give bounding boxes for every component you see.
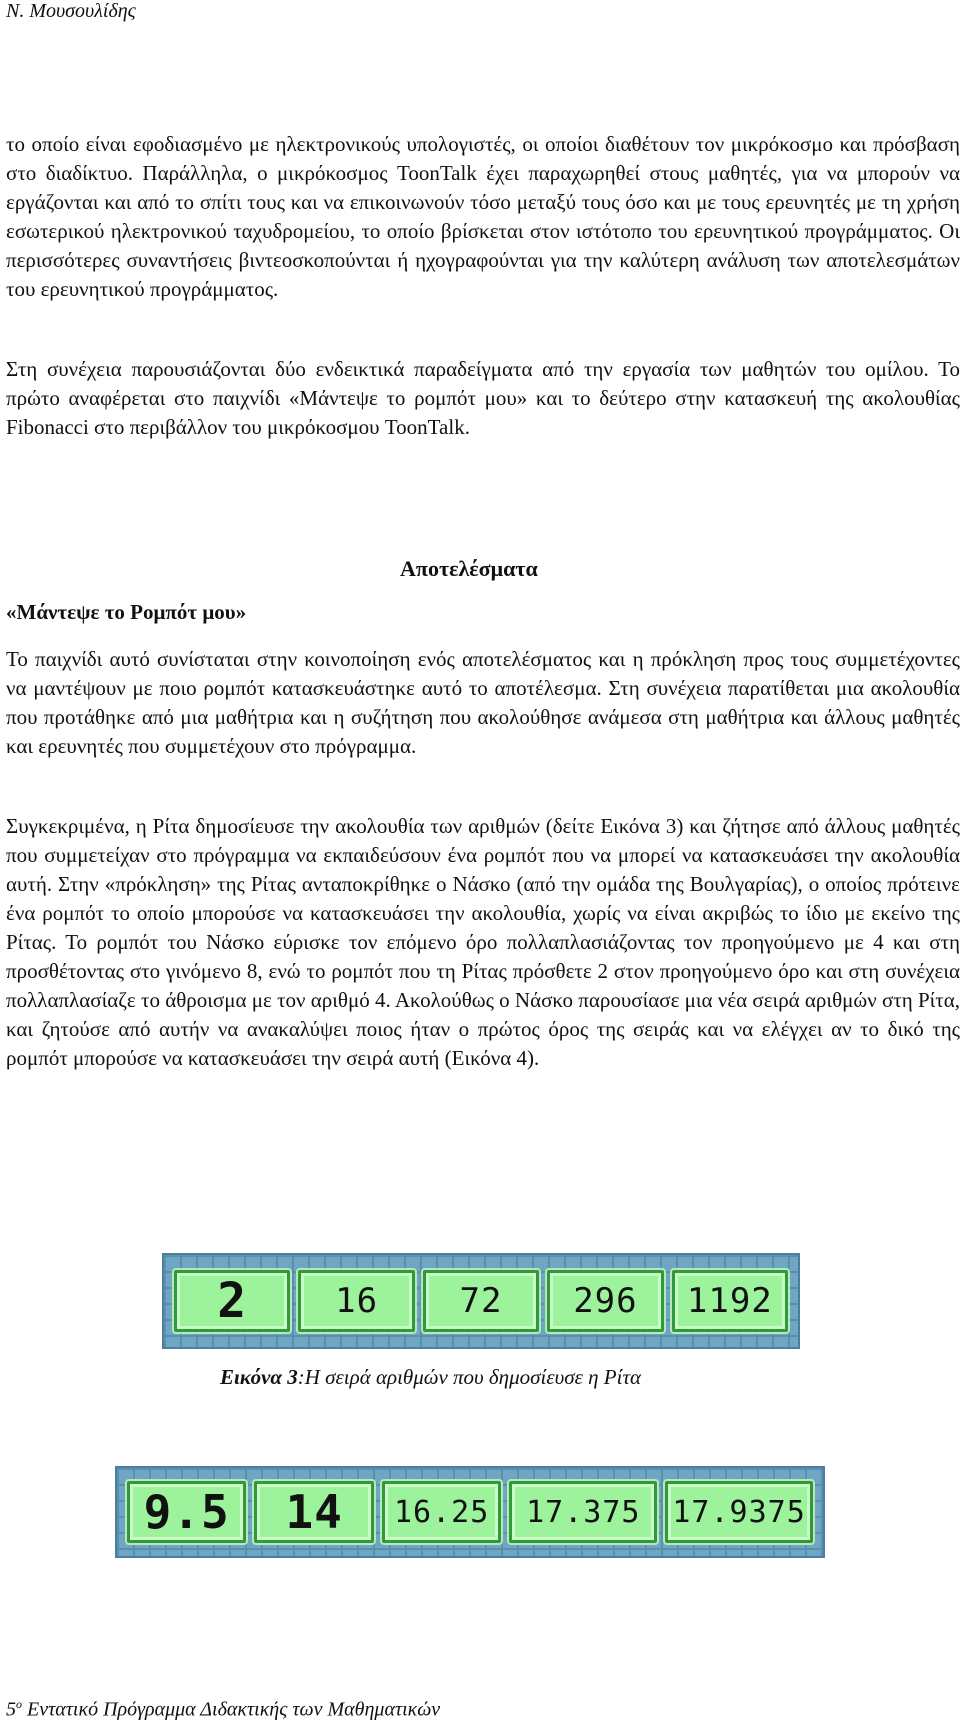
- number-cell: 17.375: [509, 1481, 657, 1543]
- paragraph-rita-nasko: Συγκεκριμένα, η Ρίτα δημοσίευσε την ακολουθία των αριθμών (δείτε Εικόνα 3) και ζήτησε από άλλους μαθητές που συμμετείχαν στο πρόγραμμα να εκπαιδεύσουν ένα ρομπότ που να μπορεί να κατασκευάσει την ακολουθία αυτή. Στην «πρόκληση» της Ρίτας ανταποκρίθηκε ο Νάσκο (από την ομάδα της Βουλγαρίας), ο οποίος πρότεινε ένα ρομπότ το οποίο μπορούσε να κατασκευάσει την ακολουθία, χωρίς να είναι ακριβώς το ίδιο με εκείνο της Ρίτας. Το ρομπότ του Νάσκο εύρισκε τον επόμενο όρο πολλαπλασιάζοντας τον προηγούμενο με 4 και στη προσθέτοντας στο γινόμενο 8, ενώ το ρομπότ που τη Ρίτας πρόσθετε 2 στον προηγούμενο όρο και στη συνέχεια πολλαπλασίαζε το άθροισμα με τον αριθμό 4. Ακολούθως ο Νάσκο παρουσίασε μια νέα σειρά αριθμών στη Ρίτα, και ζητούσε από αυτήν να ανακαλύψει ποιος ήταν ο πρώτος όρος της σειράς και να ελέγχει αν το δικό της ρομπότ μπορούσε να κατασκευάσει την σειρά αυτή (Εικόνα 4).: [6, 814, 960, 1070]
- number-cell: 16: [298, 1270, 414, 1332]
- number-cell: 14: [254, 1481, 373, 1543]
- figure-3-number-box: [162, 1253, 800, 1349]
- figure-3-caption: [220, 1365, 641, 1390]
- subsection-title-guess-robot: «Μάντεψε το Ρομπότ μου»: [6, 600, 247, 624]
- number-cell: 17.9375: [665, 1481, 813, 1543]
- number-cell: 72: [423, 1270, 539, 1332]
- paragraph-game-description: Το παιχνίδι αυτό συνίσταται στην κοινοποίηση ενός αποτελέσματος και η πρόκληση προς τους συμμετέχοντες να μαντέψουν με ποιο ρομπότ κατασκευάστηκε αυτό το αποτέλεσμα. Στη συνέχεια παρατίθεται μια ακολουθία που προτάθηκε από μια μαθήτρια και η συζήτηση που ακολούθησε ανάμεσα στη μαθήτρια και άλλους μαθητές και ερευνητές που συμμετέχουν στο πρόγραμμα.: [6, 647, 960, 758]
- running-footer: [6, 1697, 440, 1722]
- running-header-author: Ν. Μουσουλίδης: [6, 0, 136, 22]
- paragraph-examples: Στη συνέχεια παρουσιάζονται δύο ενδεικτικά παραδείγματα από την εργασία των μαθητών του ομίλου. Το πρώτο αναφέρεται στο παιχνίδι «Μάντεψε το ρομπότ μου» και το δεύτερο στην κατασκευή της ακολουθίας Fibonacci στο περιβάλλον του μικρόκοσμου ToonTalk.: [6, 357, 960, 439]
- section-title-results: Αποτελέσματα: [400, 556, 538, 581]
- number-cell: 1192: [672, 1270, 788, 1332]
- footer-text: Εντατικό Πρόγραμμα Διδακτικής των Μαθηματικών: [22, 1698, 441, 1721]
- footer-number: 5: [6, 1698, 16, 1721]
- footer-ordinal: ο: [16, 1697, 22, 1711]
- paragraph-intro: το οποίο είναι εφοδιασμένο με ηλεκτρονικούς υπολογιστές, οι οποίοι διαθέτουν τον μικρόκοσμο και πρόσβαση στο διαδίκτυο. Παράλληλα, ο μικρόκοσμος ToonTalk έχει παραχωρηθεί στους μαθητές, για να μπορούν να εργάζονται και από το σπίτι τους και να επικοινωνούν τόσο μεταξύ τους όσο και με τους ερευνητές με τη χρήση εσωτερικού ηλεκτρονικού ταχυδρομείου, το οποίο βρίσκεται στον ιστότοπο του ερευνητικού προγράμματος. Οι περισσότερες συναντήσεις βιντεοσκοπούνται ή ηχογραφούνται για την καλύτερη ανάλυση των αποτελεσμάτων του ερευνητικού προγράμματος.: [6, 132, 960, 301]
- number-cell: 9.5: [127, 1481, 246, 1543]
- number-cell: 16.25: [382, 1481, 501, 1543]
- figure-4-number-box: [115, 1466, 825, 1558]
- caption-text: :Η σειρά αριθμών που δημοσίευσε η Ρίτα: [297, 1365, 641, 1389]
- number-cell: 296: [547, 1270, 663, 1332]
- number-cell: 2: [174, 1270, 290, 1332]
- caption-label: Εικόνα 3: [220, 1365, 298, 1389]
